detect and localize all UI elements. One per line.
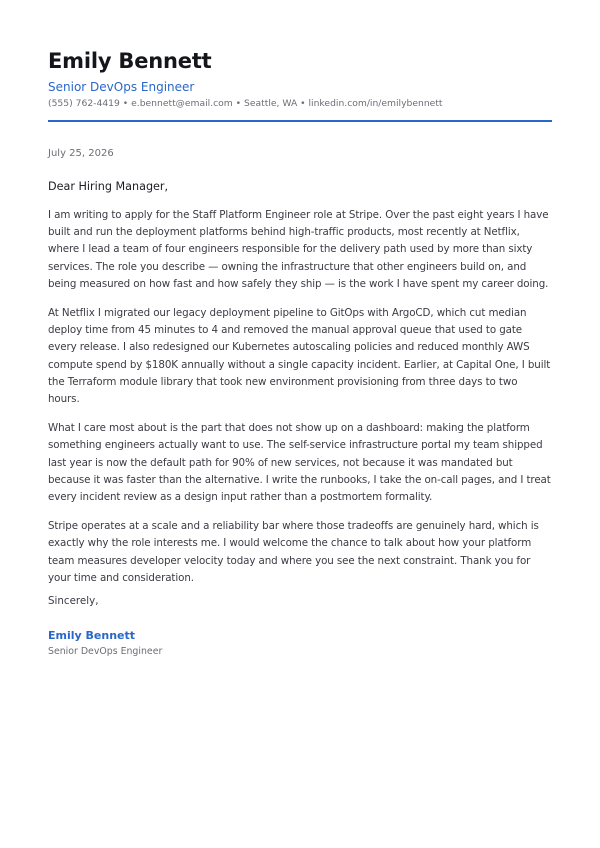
salutation: Dear Hiring Manager,	[48, 180, 169, 193]
closing: Sincerely,	[48, 595, 99, 607]
header-divider	[48, 120, 552, 122]
applicant-name: Emily Bennett	[48, 49, 212, 73]
body-paragraph-2: At Netflix I migrated our legacy deployment pipeline to GitOps with ArgoCD, which cut median deploy time from 45 minutes to 4 and removed the manual approval queue that used to gate every release. I also redesigned our Kubernetes autoscaling policies and reduced monthly AWS compute spend by $180K annually without a single capacity incident. Earlier, at Capital One, I built the Terraform module library that took new environment provisioning from three days to two hours.	[48, 307, 551, 406]
letter-body	[48, 207, 552, 599]
body-paragraph-1: I am writing to apply for the Staff Platform Engineer role at Stripe. Over the past eight years I have built and run the deployment platforms behind high-traffic products, most recently at Netflix, where I lead a team of four engineers responsible for the delivery path used by more than sixty services. The role you describe — owning the infrastructure that other engineers build on, and being measured on how fast and how safely they ship — is the work I have spent my career doing.	[48, 209, 549, 290]
signature-name: Emily Bennett	[48, 629, 136, 642]
body-paragraph-3: What I care most about is the part that does not show up on a dashboard: making the platform something engineers actually want to use. The self-service infrastructure portal my team shipped last year is now the default path for 90% of new services, not because it was mandated but because it was faster than the alternative. I write the runbooks, I take the on-call pages, and I treat every incident review as a design input rather than a postmortem formality.	[48, 422, 551, 504]
body-paragraph-4: Stripe operates at a scale and a reliability bar where those tradeoffs are genuinely hard, which is exactly why the role interests me. I would welcome the chance to talk about how your platform team measures developer velocity today and where you see the next constraint. Thank you for your time and consideration.	[48, 520, 539, 584]
letter-date: July 25, 2026	[48, 148, 114, 159]
contact-line: (555) 762-4419 • e.bennett@email.com • Seattle, WA • linkedin.com/in/emilybennett	[48, 98, 443, 109]
applicant-title: Senior DevOps Engineer	[48, 80, 195, 94]
signature-title: Senior DevOps Engineer	[48, 646, 163, 657]
